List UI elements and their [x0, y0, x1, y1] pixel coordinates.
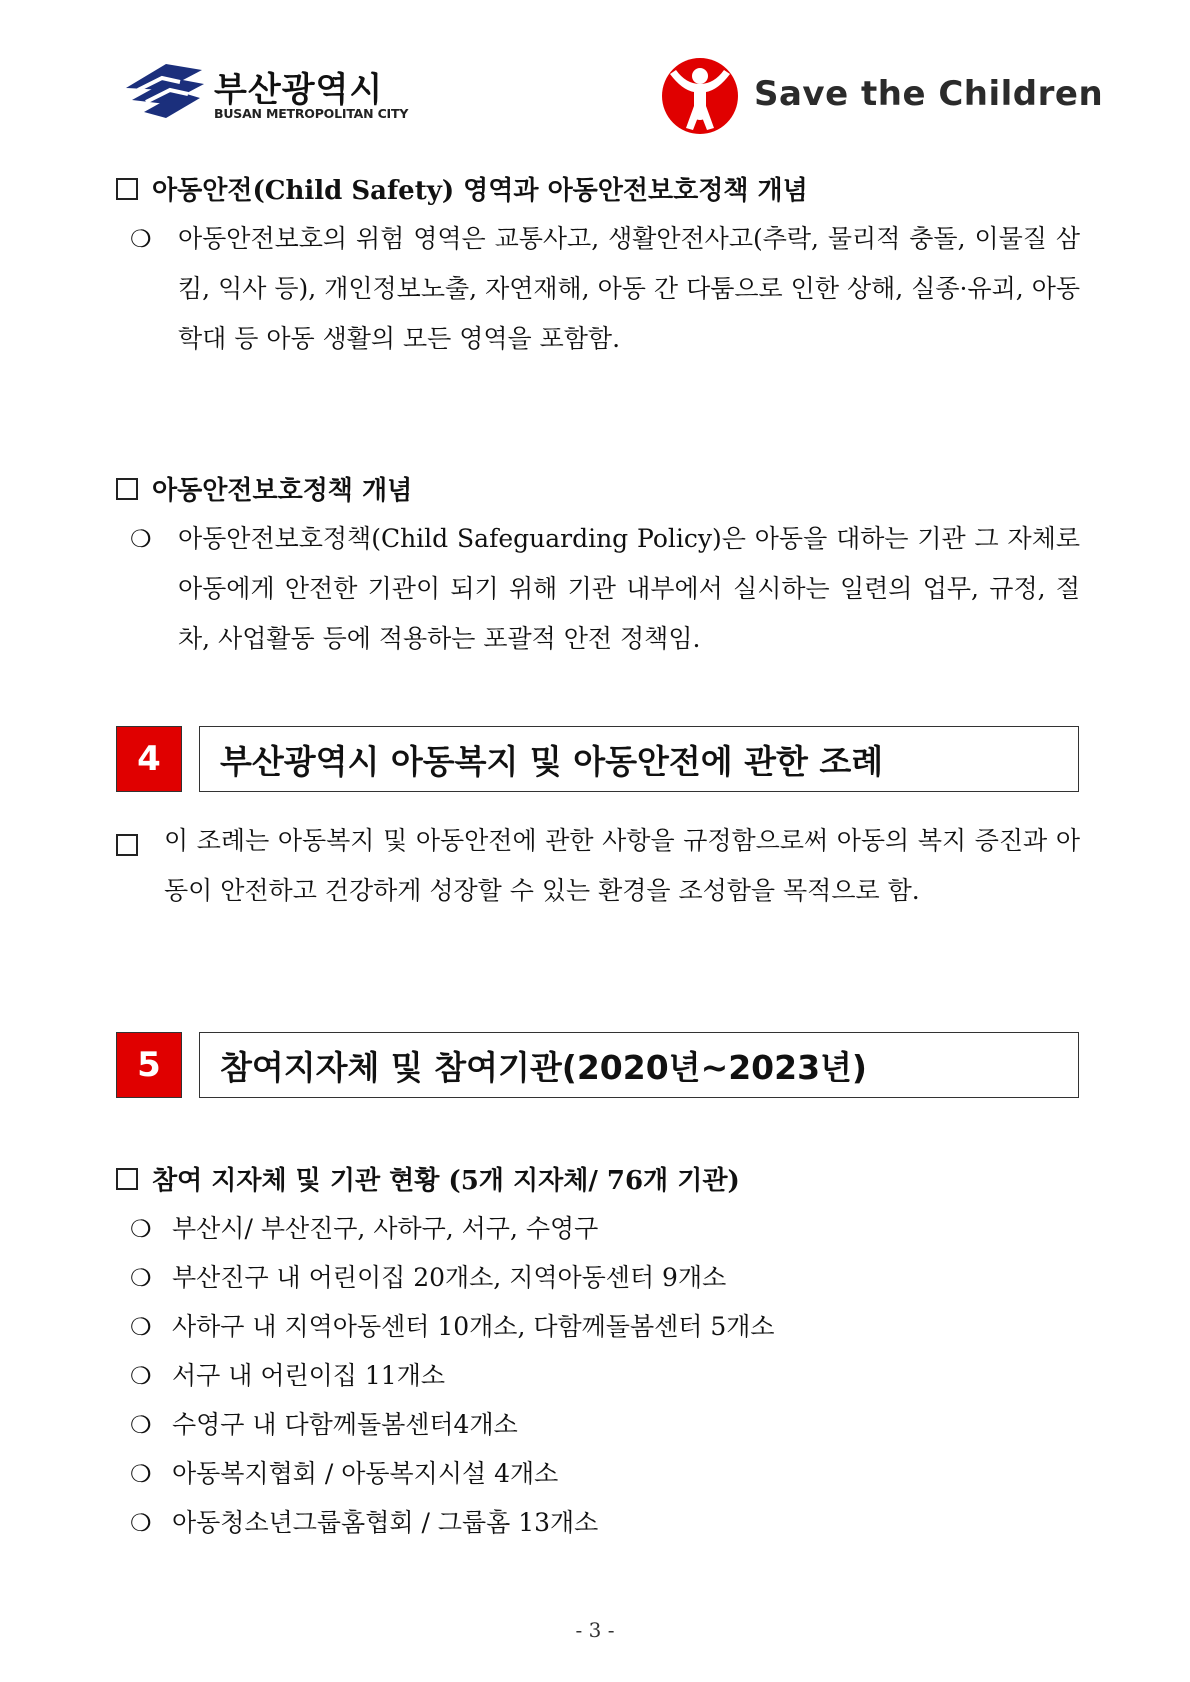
square-bullet-icon — [116, 478, 138, 500]
list-item: ❍ 아동청소년그룹홈협회 / 그룹홈 13개소 — [130, 1498, 598, 1548]
save-the-children-name: Save the Children — [754, 74, 1104, 114]
policy-heading-text: 아동안전보호정책 개념 — [152, 476, 413, 506]
square-bullet-icon — [116, 834, 138, 856]
child-safety-paragraph: 아동안전보호의 위험 영역은 교통사고, 생활안전사고(추락, 물리적 충돌, 이물질 삼킴, 익사 등), 개인정보노출, 자연재해, 아동 간 다툼으로 인한 상해, 실종·유괴, 아동학대 등 아동 생활의 모든 영역을 포함함. — [178, 224, 1080, 353]
busan-logo — [122, 58, 422, 128]
circle-bullet-icon: ❍ — [130, 1264, 152, 1292]
circle-bullet-icon: ❍ — [130, 1411, 152, 1439]
busan-name-ko: 부산광역시 — [214, 70, 384, 110]
section-4-number: 4 — [116, 726, 182, 792]
section-5-title: 참여지자체 및 참여기관(2020년~2023년) — [199, 1032, 1079, 1098]
list-item: ❍ 아동복지협회 / 아동복지시설 4개소 — [130, 1449, 558, 1499]
square-bullet-icon — [116, 178, 138, 200]
child-safety-heading-text: 아동안전(Child Safety) 영역과 아동안전보호정책 개념 — [152, 176, 808, 206]
page-number: - 3 - — [575, 1618, 615, 1642]
circle-bullet-icon: ❍ — [130, 1313, 152, 1341]
list-item: ❍ 사하구 내 지역아동센터 10개소, 다함께돌봄센터 5개소 — [130, 1302, 775, 1352]
circle-bullet-icon: ❍ — [130, 1460, 152, 1488]
circle-bullet-icon: ❍ — [130, 525, 152, 553]
circle-bullet-icon: ❍ — [130, 225, 152, 253]
section-5-sub-heading-text: 참여 지자체 및 기관 현황 (5개 지자체/ 76개 기관) — [152, 1166, 740, 1196]
circle-bullet-icon: ❍ — [130, 1509, 152, 1537]
list-item: ❍ 부산시/ 부산진구, 사하구, 서구, 수영구 — [130, 1204, 598, 1254]
busan-name-en: BUSAN METROPOLITAN CITY — [214, 106, 409, 121]
busan-emblem-icon — [122, 60, 204, 122]
list-item: ❍ 부산진구 내 어린이집 20개소, 지역아동센터 9개소 — [130, 1253, 726, 1303]
list-item: ❍ 서구 내 어린이집 11개소 — [130, 1351, 445, 1401]
policy-paragraph: 아동안전보호정책(Child Safeguarding Policy)은 아동을 대하는 기관 그 자체로 아동에게 안전한 기관이 되기 위해 기관 내부에서 실시하는 일련의 업무, 규정, 절차, 사업활동 등에 적용하는 포괄적 안전 정책임. — [178, 524, 1080, 653]
section-4-title: 부산광역시 아동복지 및 아동안전에 관한 조례 — [199, 726, 1079, 792]
child-safety-heading — [116, 170, 808, 207]
section-5-number: 5 — [116, 1032, 182, 1098]
section-5-sub-heading — [116, 1160, 740, 1197]
section-4-paragraph: 이 조례는 아동복지 및 아동안전에 관한 사항을 규정함으로써 아동의 복지 증진과 아동이 안전하고 건강하게 성장할 수 있는 환경을 조성함을 목적으로 함. — [164, 826, 1080, 905]
circle-bullet-icon: ❍ — [130, 1215, 152, 1243]
square-bullet-icon — [116, 1168, 138, 1190]
policy-heading — [116, 470, 412, 507]
save-the-children-logo — [660, 56, 1104, 136]
list-item: ❍ 수영구 내 다함께돌봄센터4개소 — [130, 1400, 518, 1450]
save-the-children-emblem-icon — [660, 56, 740, 136]
circle-bullet-icon: ❍ — [130, 1362, 152, 1390]
